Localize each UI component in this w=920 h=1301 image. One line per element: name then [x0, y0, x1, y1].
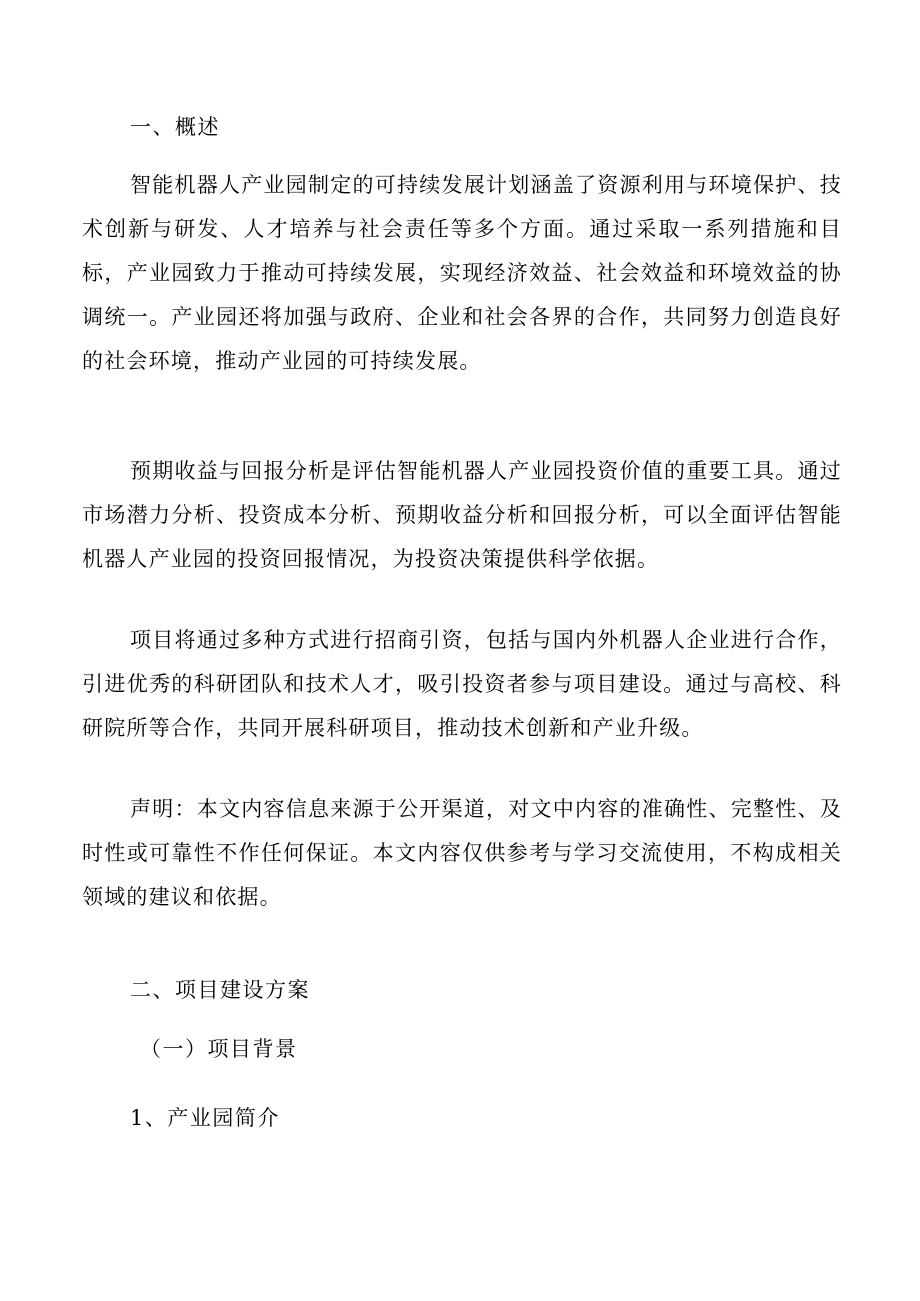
paragraph-investment-attraction: 项目将通过多种方式进行招商引资，包括与国内外机器人企业进行合作，引进优秀的科研团队和技术人才，吸引投资者参与项目建设。通过与高校、科研院所等合作，共同开展科研项目，推动技术创新和产业升级。 [82, 628, 842, 740]
paragraph-sustainability: 智能机器人产业园制定的可持续发展计划涵盖了资源利用与环境保护、技术创新与研发、人才培养与社会责任等多个方面。通过采取一系列措施和目标，产业园致力于推动可持续发展，实现经济效益、社会效益和环境效益的协调统一。产业园还将加强与政府、企业和社会各界的合作，共同努力创造良好的社会环境，推动产业园的可持续发展。 [82, 173, 842, 373]
paragraph-disclaimer: 声明：本文内容信息来源于公开渠道，对文中内容的准确性、完整性、及时性或可靠性不作任何保证。本文内容仅供参考与学习交流使用，不构成相关领域的建议和依据。 [82, 797, 842, 909]
section-heading-overview: 一、概述 [130, 115, 220, 139]
paragraph-returns-analysis: 预期收益与回报分析是评估智能机器人产业园投资价值的重要工具。通过市场潜力分析、投资成本分析、预期收益分析和回报分析，可以全面评估智能机器人产业园的投资回报情况，为投资决策提供科学依据。 [82, 459, 842, 571]
item-heading-park-intro: 1、产业园简介 [130, 1106, 280, 1130]
section-heading-construction-plan: 二、项目建设方案 [130, 978, 310, 1002]
subsection-heading-background: （一）项目背景 [140, 1037, 298, 1061]
